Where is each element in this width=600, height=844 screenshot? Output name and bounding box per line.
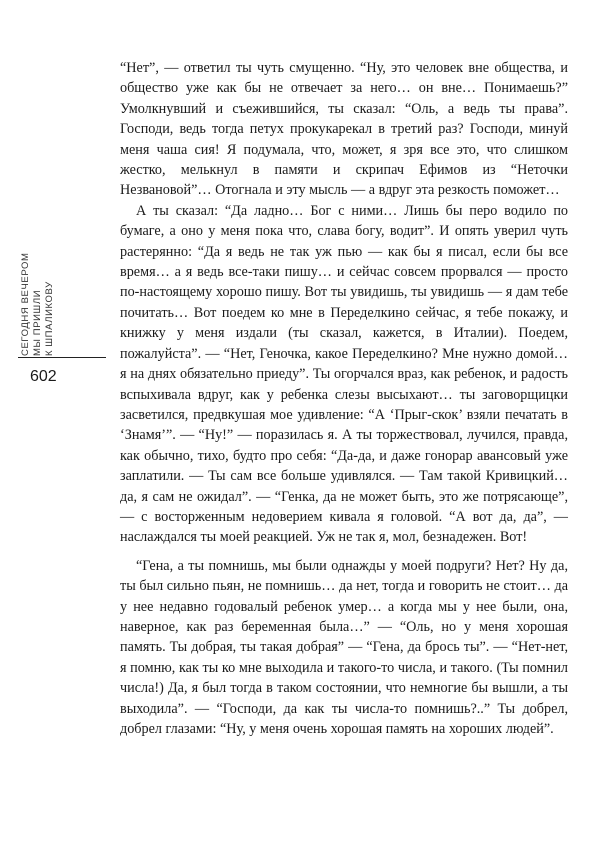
- header-divider: [18, 357, 106, 358]
- running-header-line-2: МЫ ПРИШЛИ: [32, 289, 43, 356]
- paragraph-2: А ты сказал: “Да ладно… Бог с ними… Лишь бы перо водило по бумаге, а оно у меня пока что, слава богу, водит”. И опять уверил чуть растерянно: “Да я ведь не так уж пью — как бы я писал, если бы все время… а я ведь все-таки пишу… и сейчас совсем прорвался — просто по-настоящему хорошо пишу. Вот ты увидишь, ты увидишь — я дам тебе почитать… Вот поедем ко мне в Переделкино сейчас, я тебе покажу, и книжку у меня издали (ты сказал, кажется, в Италии). Поедем, пожалуйста”. — “Нет, Геночка, какое Переделкино? Мне нужно домой… я на днях обязательно приеду”. Ты огорчался враз, как ребенок, и радость вспыхивала вдруг, как у ребенка слезы высыхают… ты заговорщицки засветился, предвкушая мое удивление: “А ‘Прыг-скок’ взяли печатать в ‘Знамя’”. — “Ну!” — поразилась я. А ты торжествовал, лучился, правда, как обычно, тихо, будто про себя: “Да-да, и даже гонорар авансовый уже заплатили. — Ты сам все больше удивлялся. — Там такой Кривицкий… да, я сам не ожидал”. — “Генка, да не может быть, это же потрясающе”, — с восторженным недоверием кивала я головой. “А вот да, да”, — наслаждался ты моей реакцией. Уж не так я, мол, безнадежен. Вот!: [120, 202, 568, 546]
- running-header-line-3: К ШПАЛИКОВУ: [44, 281, 55, 356]
- running-header: [20, 228, 92, 356]
- page-number: 602: [30, 368, 57, 385]
- body-text: [120, 58, 568, 739]
- paragraph-1: “Нет”, — ответил ты чуть смущенно. “Ну, это человек вне общества, и общество уже как бы не отвечает за него… он вне… Понимаешь?” Умолкнувший и съежившийся, ты сказал: “Оль, а ведь ты права”. Господи, ведь тогда петух прокукарекал в третий раз? Господи, минуй меня чаша сия! Я подумала, что, может, я зря все это, что слишком жестко, мелькнул в памяти и скрипач Ефимов из “Неточки Незвановой”… Отогнала и эту мысль — а вдруг эта резкость поможет…: [120, 60, 568, 199]
- paragraph-3: “Гена, а ты помнишь, мы были однажды у моей подруги? Нет? Ну да, ты был сильно пьян, не помнишь… да нет, тогда и говорить не стоит… да у нее недавно годовалый ребенок умер… а когда мы у нее были, она, наверное, как раз беременная была…” — “Оль, но у меня хорошая память. Ты добрая, ты такая добрая” — “Гена, да брось ты”. — “Нет-нет, я помню, как ты ко мне выходила и такого-то числа, и такого. (Ты помнил числа!) Да, я был тогда в таком состоянии, что немногие бы вышли, а ты выходила”. — “Господи, да как ты числа-то помнишь?..” Ты добрел, добрел глазами: “Ну, у меня очень хорошая память на хороших людей”.: [120, 557, 568, 737]
- running-header-line-1: СЕГОДНЯ ВЕЧЕРОМ: [20, 252, 31, 356]
